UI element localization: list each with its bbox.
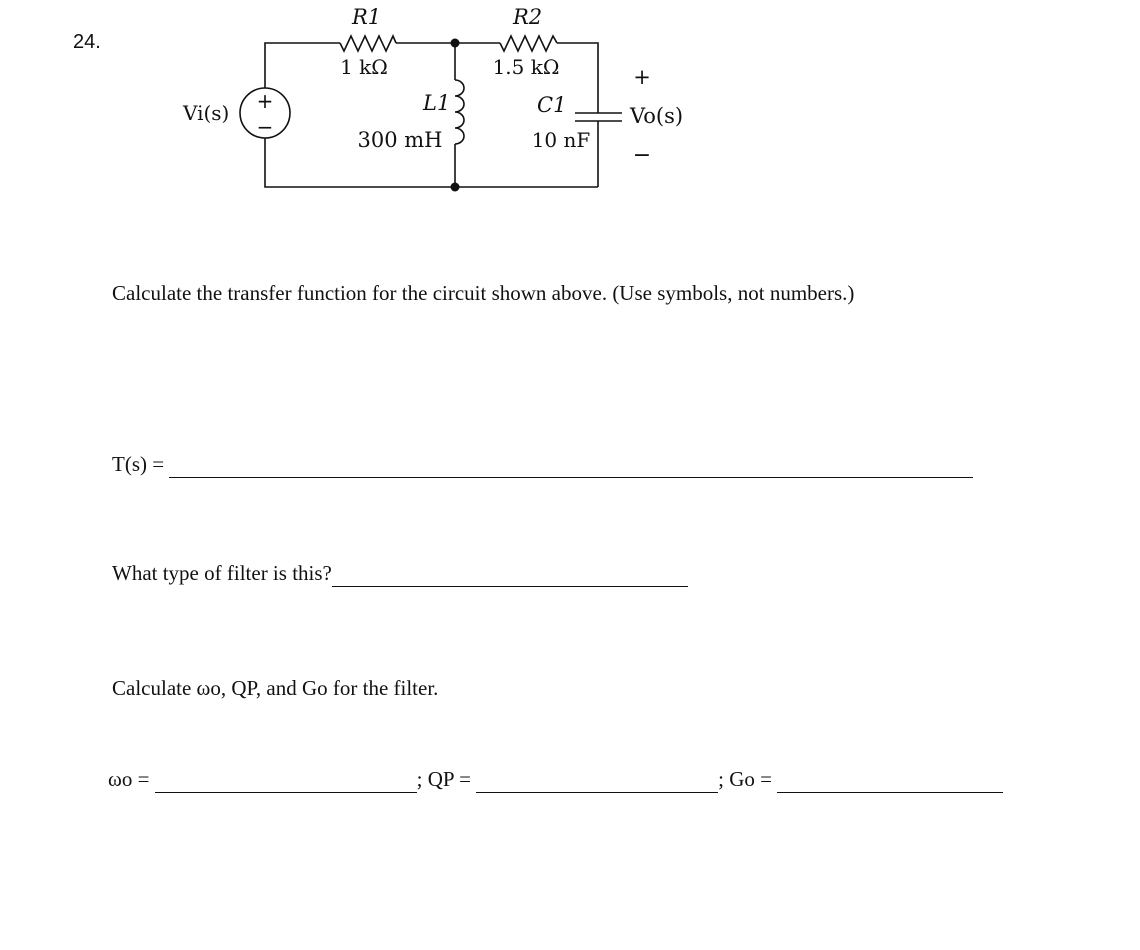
output-label: Vo(s) xyxy=(630,104,684,128)
r1-resistor xyxy=(340,36,396,51)
output-minus-sign: − xyxy=(632,143,652,168)
filter-type-answer-line[interactable] xyxy=(332,561,688,587)
c1-name: C1 xyxy=(537,93,567,117)
ts-label: T(s) = xyxy=(112,452,165,476)
r1-value: 1 kΩ xyxy=(340,55,388,79)
params-prompt: Calculate ωo, QP, and Go for the filter. xyxy=(112,676,439,700)
transfer-function-prompt: Calculate the transfer function for the circuit shown above. (Use symbols, not numbers.) xyxy=(112,281,855,305)
source-label: Vi(s) xyxy=(183,101,230,125)
node-bottom xyxy=(451,183,460,192)
circuit-diagram xyxy=(0,0,1140,230)
filter-type-row xyxy=(112,561,688,587)
r1-name: R1 xyxy=(352,5,382,29)
node-top xyxy=(451,39,460,48)
params-answer-row xyxy=(108,767,1003,793)
qp-label: ; QP = xyxy=(416,767,471,791)
l1-name: L1 xyxy=(423,91,451,115)
wo-label: ωo = xyxy=(108,767,150,791)
wire-top-left xyxy=(265,43,340,88)
wo-answer-line[interactable] xyxy=(155,767,417,793)
l1-value: 300 mH xyxy=(357,128,443,152)
filter-type-prompt: What type of filter is this? xyxy=(112,561,332,585)
ts-answer-line[interactable] xyxy=(169,452,973,478)
r2-value: 1.5 kΩ xyxy=(492,55,560,79)
output-plus-sign: + xyxy=(633,65,651,89)
l1-inductor xyxy=(455,80,464,144)
go-answer-line[interactable] xyxy=(777,767,1003,793)
r2-name: R2 xyxy=(513,5,543,29)
ts-row xyxy=(112,452,973,478)
go-label: ; Go = xyxy=(718,767,773,791)
question-number: 24. xyxy=(73,31,101,53)
r2-resistor xyxy=(500,36,557,51)
source-minus-sign: − xyxy=(256,115,274,139)
source-plus-sign: + xyxy=(256,89,274,113)
qp-answer-line[interactable] xyxy=(476,767,718,793)
c1-value: 10 nF xyxy=(531,128,591,152)
